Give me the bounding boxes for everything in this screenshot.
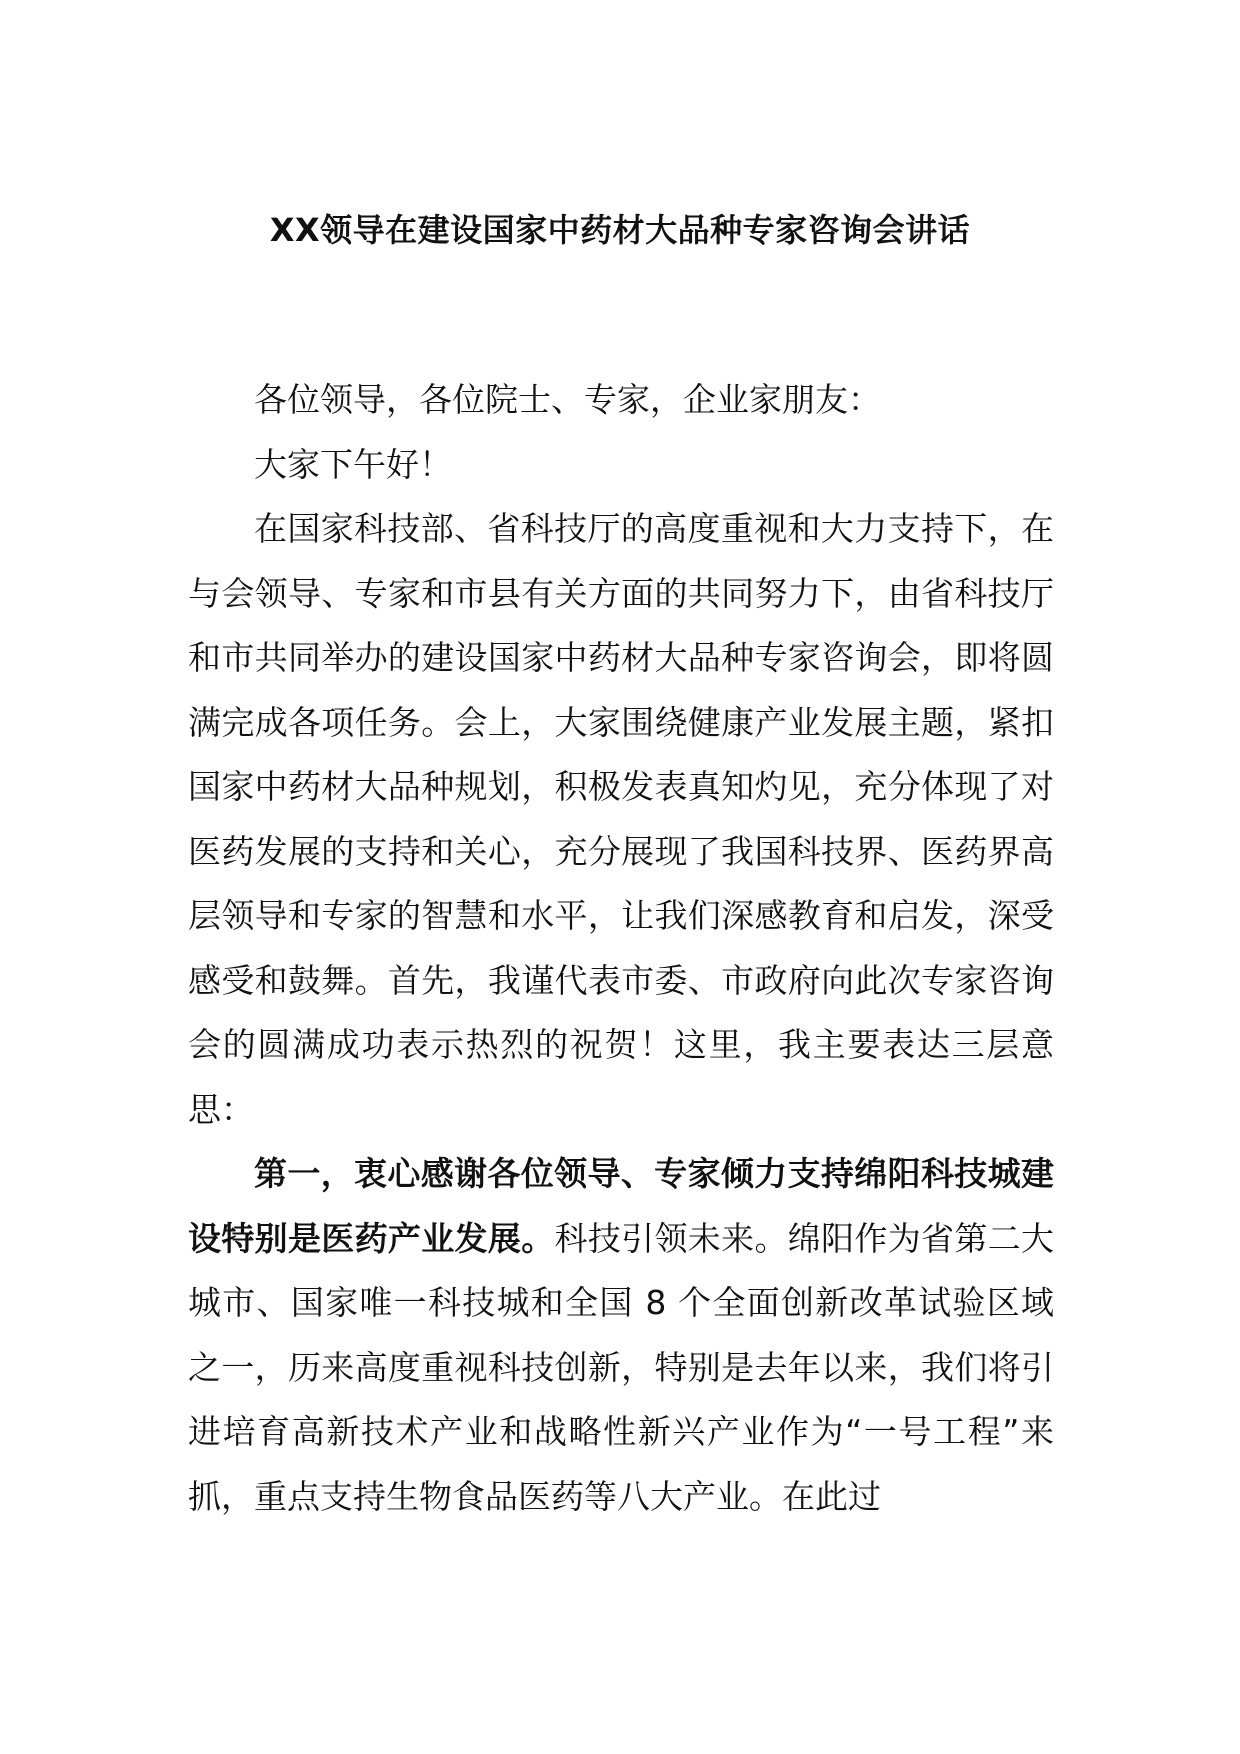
body-paragraph-1: 在国家科技部、省科技厅的高度重视和大力支持下，在与会领导、专家和市县有关方面的共同努力下，由省科技厅和市共同举办的建设国家中药材大品种专家咨询会，即将圆满完成各项任务。会上，大家围绕健康产业发展主题，紧扣国家中药材大品种规划，积极发表真知灼见，充分体现了对医药发展的支持和关心，充分展现了我国科技界、医药界高层领导和专家的智慧和水平，让我们深感教育和启发，深受感受和鼓舞。首先，我谨代表市委、市政府向此次专家咨询会的圆满成功表示热烈的祝贺！这里，我主要表达三层意思： bbox=[188, 509, 1054, 1129]
salutation-paragraph: 各位领导，各位院士、专家，企业家朋友： bbox=[254, 380, 881, 419]
greeting-paragraph: 大家下午好！ bbox=[254, 444, 452, 484]
document-title: XX领导在建设国家中药材大品种专家咨询会讲话 bbox=[269, 211, 971, 249]
document-body bbox=[188, 368, 1054, 1529]
paragraph-heading: 第一，衷心感谢各位领导、专家倾力支持绵阳科技城建设特别是医药产业发展。 bbox=[188, 1154, 1054, 1258]
paragraph-body: 科技引领未来。绵阳作为省第二大城市、国家唯一科技城和全国 8 个全面创新改革试验区域之一，历来高度重视科技创新，特别是去年以来，我们将引进培育高新技术产业和战略性新兴产业作为“一号工程”来抓，重点支持生物食品医药等八大产业。在此过 bbox=[188, 1218, 1055, 1516]
body-paragraph-2 bbox=[188, 1142, 1054, 1529]
